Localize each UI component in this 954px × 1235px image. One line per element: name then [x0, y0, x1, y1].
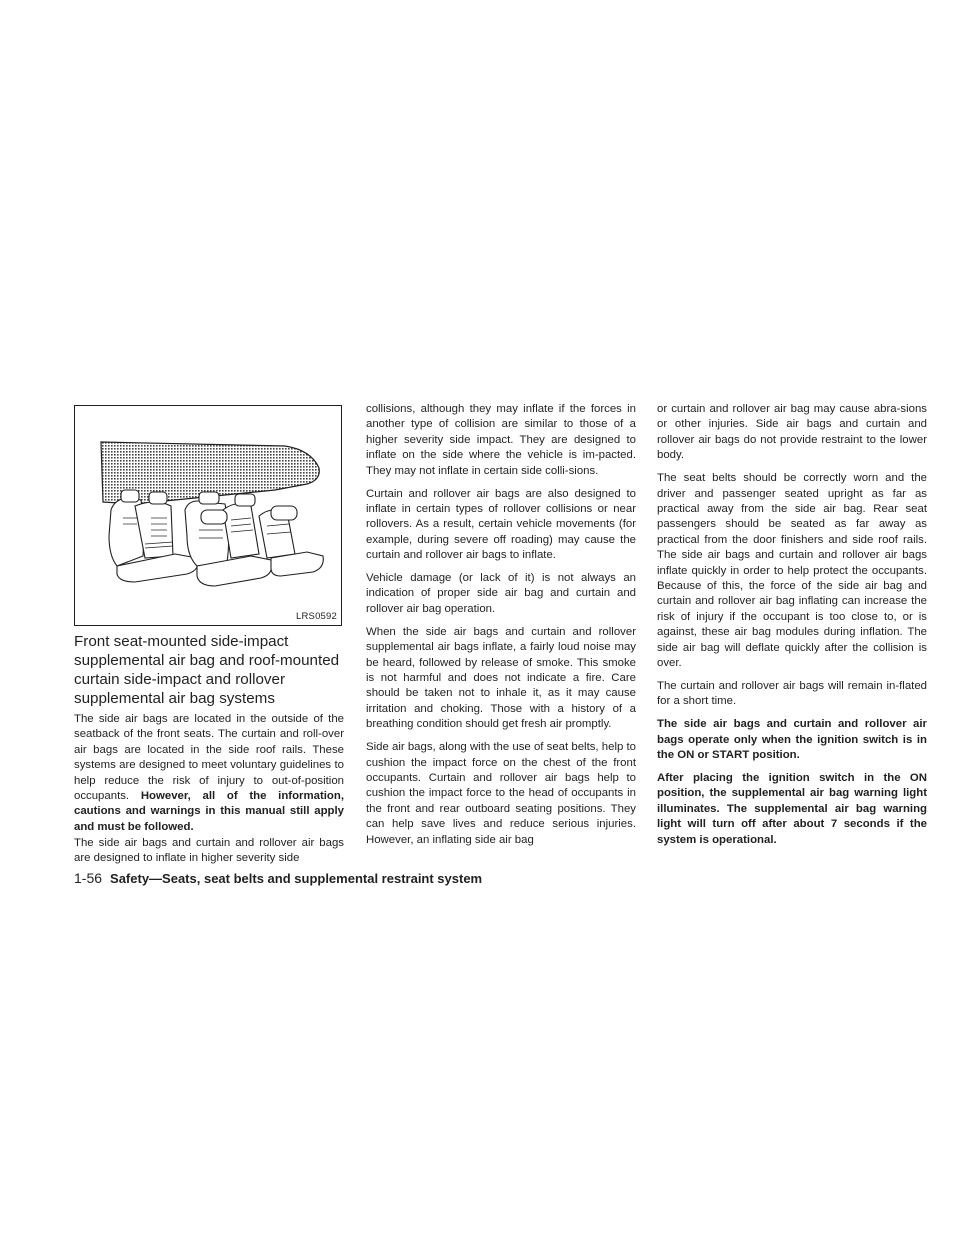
section-heading: Front seat-mounted side-impact supplemental air bag and roof-mounted curtain side-impact and rollover supplemental air bag systems — [74, 633, 340, 707]
col3-paragraph-4: The side air bags and curtain and rollover air bags operate only when the ignition switch is in the ON or START position. — [657, 718, 927, 762]
col2-paragraph-1: collisions, although they may inflate if the forces in another type of collision are similar to those of a higher severity side impact. They are designed to inflate on the side where the vehicle is im-pacted. They may not inflate in certain side colli-sions. — [366, 403, 636, 477]
col3-paragraph-3: The curtain and rollover air bags will remain in-flated for a short time. — [657, 679, 927, 708]
col2-paragraph-4: When the side air bags and curtain and rollover supplemental air bags inflate, a fairly loud noise may be heard, followed by release of smoke. This smoke is not harmful and does not indicate a fire. Care should be taken not to inhale it, as it may cause irritation and choking. Those with a history of a breathing condition should get fresh air promptly. — [366, 625, 636, 731]
col3-paragraph-2: The seat belts should be correctly worn and the driver and passenger seated upright as far as practical away from the side air bag. Rear seat passengers should be seated as far away as practical from the door finishers and side roof rails. The side air bags and curtain and rollover air bags inflate quickly in order to help protect the occupants. Because of this, the force of the side air bag and curtain and rollover air bag inflating can increase the risk of injury if the occupant is too close to, or is against, these air bag modules during inflation. The side air bag will deflate quickly after the collision is over. — [657, 472, 927, 669]
airbag-figure — [74, 405, 342, 626]
figure-code: LRS0592 — [295, 611, 337, 622]
col2-paragraph-5: Side air bags, along with the use of seat belts, help to cushion the impact force on the chest of the front occupants. Curtain and rollover air bags help to cushion the impact force to the head of occupants in the front and rear outboard seating positions. They can help save lives and reduce serious injuries. However, an inflating side air bag — [366, 741, 636, 846]
col1-paragraph-2: The side air bags and curtain and rollover air bags are designed to inflate in higher severity side — [74, 836, 344, 865]
page-number: 1-56 — [74, 870, 103, 886]
col3-paragraph-5: After placing the ignition switch in the ON position, the supplemental air bag warning light illuminates. The supplemental air bag warning light will turn off after about 7 seconds if the system is operational. — [657, 771, 927, 846]
col2-paragraph-3: Vehicle damage (or lack of it) is not always an indication of proper side air bag and curtain and rollover air bag operation. — [366, 572, 636, 615]
col2-paragraph-2: Curtain and rollover air bags are also designed to inflate in certain types of rollover collisions or near rollovers. As a result, certain vehicle movements (for example, during severe off roading) may cause the curtain and rollover air bags to inflate. — [366, 487, 636, 562]
side-curtain-airbag-seats-illustration — [75, 406, 341, 625]
col1-p1-bold: However, all of the information, cautions and warnings in this manual still apply and must be followed. — [74, 790, 344, 833]
column-1 — [74, 712, 344, 874]
col1-paragraph-1 — [74, 712, 344, 835]
col1-p1-text: The side air bags are located in the outside of the seatback of the front seats. The curtain and roll-over air bags are located in the side roof rails. These systems are designed to meet voluntary guidelines to help reduce the risk of injury to out-of-position occupants. — [74, 713, 344, 803]
column-3 — [657, 402, 927, 855]
page-footer — [74, 870, 482, 886]
col3-paragraph-1: or curtain and rollover air bag may cause abra-sions or other injuries. Side air bags and curtain and rollover air bags do not provide restraint to the lower body. — [657, 403, 927, 462]
column-2 — [366, 402, 636, 855]
section-title: Safety—Seats, seat belts and supplemental restraint system — [110, 871, 483, 886]
